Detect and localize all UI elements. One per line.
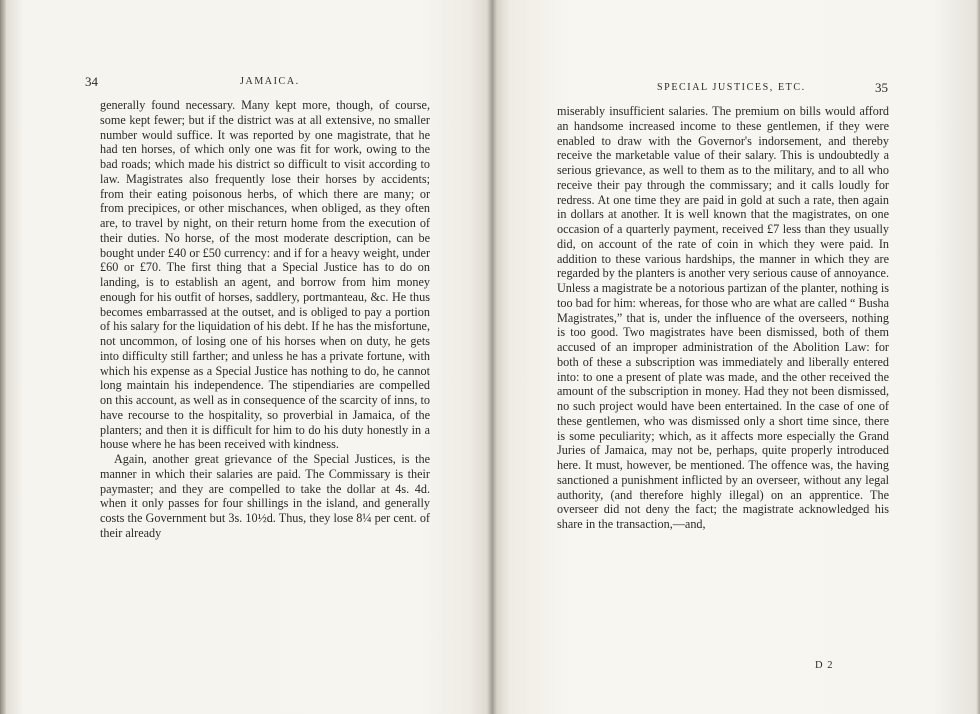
left-paragraph-1: generally found necessary. Many kept more, though, of course, some kept fewer; but if the district was at all extensive, no smaller number would suffice. It was reported by one magistrate, that he had ten horses, of which only one was fit for work, owing to the bad roads; which made his district so difficult to visit according to law. Magistrates also frequently lose their horses by accidents; from their eating poisonous herbs, of which there are many; or from precipices, or other mischances, when obliged, as they often are, to travel by night, on their return home from the execution of their duties. No horse, of the most moderate description, can be bought under £40 or £50 currency: and if for a heavy weight, under £60 or £70. The first thing that a Special Justice has to do on landing, is to establish an agent, and borrow from him money enough for his outfit of horses, saddlery, portmanteau, &c. He thus becomes embarrassed at the outset, and is obliged to pay a portion of his salary for the liquidation of his debt. If he has the misfortune, not uncommon, of losing one of his horses when on duty, he gets into difficulty still farther; and unless he has a private fortune, with which his expense as a Special Justice has nothing to do, he cannot long maintain his independence. The stipendiaries are compelled on this account, as well as in consequence of the scarcity of inns, to have recourse to the hospitality, so proverbial in Jamaica, of the planters; and then it is difficult for him to do his duty honestly in a house where he has been received with kindness. <box>100 98 431 452</box>
left-page-text <box>100 98 430 541</box>
book-gutter <box>487 0 497 714</box>
right-running-head: SPECIAL JUSTICES, ETC. <box>657 82 806 93</box>
right-page-number: 35 <box>875 80 888 95</box>
left-paragraph-2: Again, another great grievance of the Special Justices, is the manner in which their salaries are paid. The Commissary is their paymaster; and they are compelled to take the dollar at 4s. 4d. when it only passes for four shillings in the island, and generally costs the Government but 3s. 10½d. Thus, they lose 8¼ per cent. of their already <box>100 452 430 540</box>
left-page-number: 34 <box>85 74 98 89</box>
left-running-head: JAMAICA. <box>240 76 300 87</box>
left-page-edge <box>0 0 6 714</box>
right-page-edge <box>976 0 980 714</box>
signature-mark: D 2 <box>815 660 834 671</box>
right-paragraph-1: miserably insufficient salaries. The premium on bills would afford an handsome increased income to these gentlemen, if they were enabled to draw with the Governor's indorsement, and thereby receive the marketable value of their salary. This is undoubtedly a serious grievance, as well to them as to the military, and to all who receive their pay through the commissary; and it calls loudly for redress. At one time they are paid in gold at such a rate, then again in dollars at another. It is well known that the magistrates, on one occasion of a quarterly payment, received £7 less than they usually did, on account of the rate of coin in which they were paid. In addition to these various hardships, the manner in which they are regarded by the planters is another very serious cause of annoyance. Unless a magistrate be a notorious partizan of the planter, nothing is too bad for him: whereas, for those who are what are called “ Busha Magistrates,” that is, under the influence of the overseers, nothing is too good. Two magistrates have been dismissed, both of them accused of an improper administration of the Abolition Law: for both of these a subscription was immediately and liberally entered into: to one a present of plate was made, and the other received the amount of the subscription in money. Had they not been dismissed, no such project would have been entertained. In the case of one of these gentlemen, who was dismissed only a short time since, there is some peculiarity; which, as it affects more especially the Grand Juries of Jamaica, may not be, perhaps, quite properly introduced here. It must, however, be mentioned. The offence was, the having sanctioned a punishment inflicted by an overseer, without any legal authority, (and therefore highly illegal) on an apprentice. The overseer did not deny the fact; the magistrate acknowledged his share in the transaction,—and, <box>557 104 889 531</box>
right-page-text <box>557 104 889 532</box>
